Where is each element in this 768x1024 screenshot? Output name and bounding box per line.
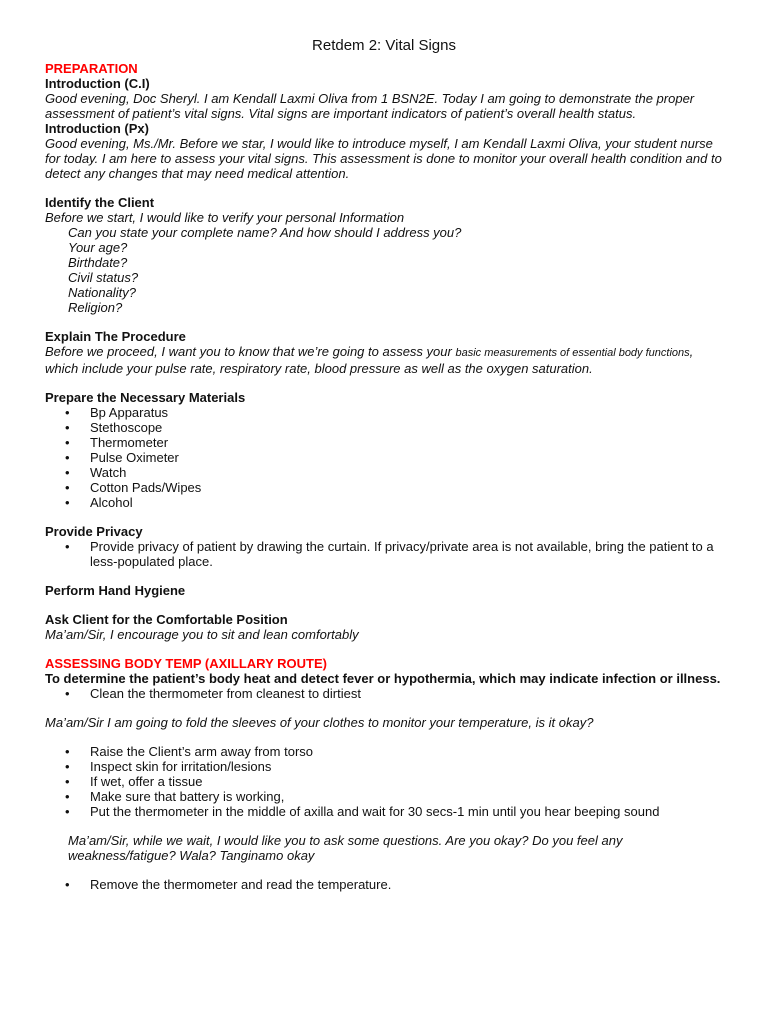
identify-question: Birthdate? [68, 255, 128, 270]
temp-heading: ASSESSING BODY TEMP (AXILLARY ROUTE) [45, 656, 327, 671]
temp-remove-list [45, 877, 725, 892]
explain-heading: Explain The Procedure [45, 329, 186, 344]
preparation-heading: PREPARATION [45, 61, 138, 76]
list-item: • Remove the thermometer and read the temperature. [45, 877, 725, 892]
temp-clean-list [45, 686, 725, 701]
document-title: Retdem 2: Vital Signs [312, 37, 456, 54]
privacy-list [45, 539, 725, 569]
list-item: • Clean the thermometer from cleanest to dirtiest [45, 686, 725, 701]
identify-question: Your age? [68, 240, 128, 255]
explain-text: Before we proceed, I want you to know that we’re going to assess your basic measurements of essential body functions, which include your pulse rate, respiratory rate, blood pressure as well as the oxygen saturation. [45, 344, 694, 376]
list-item: • Thermometer [45, 435, 725, 450]
position-heading: Ask Client for the Comfortable Position [45, 612, 288, 627]
list-item: • If wet, offer a tissue [45, 774, 725, 789]
list-item: • Watch [45, 465, 725, 480]
list-item: • Raise the Client’s arm away from torso [45, 744, 725, 759]
list-item: • Bp Apparatus [45, 405, 725, 420]
materials-heading: Prepare the Necessary Materials [45, 390, 246, 405]
identify-question: Civil status? [68, 270, 139, 285]
list-item: • Put the thermometer in the middle of axilla and wait for 30 secs-1 min until you hear beeping sound [45, 804, 725, 819]
temp-wait-talk: Ma’am/Sir, while we wait, I would like you to ask some questions. Are you okay? Do you feel any weakness/fatigue? Wala? Tanginamo okay [68, 833, 623, 863]
list-item: • Inspect skin for irritation/lesions [45, 759, 725, 774]
identify-heading: Identify the Client [45, 195, 155, 210]
list-item: • Alcohol [45, 495, 725, 510]
document-body [45, 61, 725, 892]
list-item: • Pulse Oximeter [45, 450, 725, 465]
intro-px-heading: Introduction (Px) [45, 121, 149, 136]
temp-purpose: To determine the patient’s body heat and detect fever or hypothermia, which may indicate infection or illness. [45, 671, 721, 686]
list-item: • Stethoscope [45, 420, 725, 435]
privacy-heading: Provide Privacy [45, 524, 143, 539]
intro-ci-text: Good evening, Doc Sheryl. I am Kendall Laxmi Oliva from 1 BSN2E. Today I am going to demonstrate the proper assessment of patient’s vital signs. Vital signs are important indicators of patient’s overall health status. [45, 91, 695, 121]
hand-hygiene-heading: Perform Hand Hygiene [45, 583, 186, 598]
materials-list [45, 405, 725, 510]
list-item: • Provide privacy of patient by drawing the curtain. If privacy/private area is not available, bring the patient to a less-populated place. [45, 539, 725, 569]
temp-fold-text: Ma’am/Sir I am going to fold the sleeves of your clothes to monitor your temperature, is it okay? [45, 715, 594, 730]
intro-px-text: Good evening, Ms./Mr. Before we star, I would like to introduce myself, I am Kendall Laxmi Oliva, your student nurse for today. I am here to assess your vital signs. This assessment is done to monitor your overall health condition and to detect any changes that may need medical attention. [45, 136, 722, 181]
list-item: • Make sure that battery is working, [45, 789, 725, 804]
list-item: • Cotton Pads/Wipes [45, 480, 725, 495]
identify-question: Religion? [68, 300, 123, 315]
intro-ci-heading: Introduction (C.I) [45, 76, 150, 91]
identify-intro: Before we start, I would like to verify your personal Information [45, 210, 405, 225]
temp-steps-list [45, 744, 725, 819]
identify-question: Can you state your complete name? And how should I address you? [68, 225, 462, 240]
identify-question: Nationality? [68, 285, 136, 300]
position-text: Ma’am/Sir, I encourage you to sit and lean comfortably [45, 627, 359, 642]
